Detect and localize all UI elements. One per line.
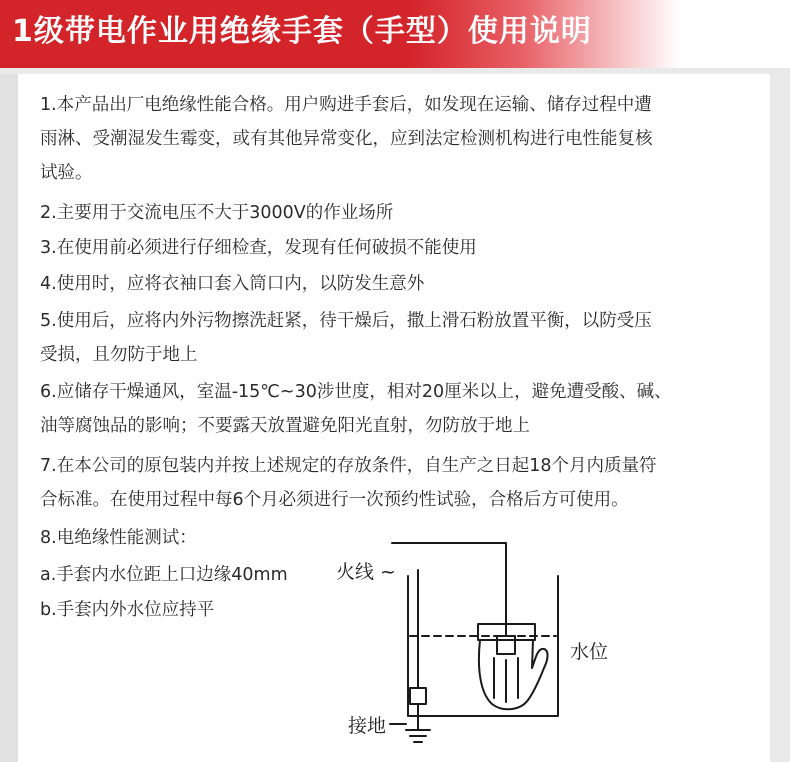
glove-fingers	[494, 658, 518, 702]
ground-label: 接地	[348, 715, 387, 737]
panel-side-shade	[0, 74, 18, 762]
ground-symbol	[406, 704, 430, 742]
instruction-1: 1.本产品出厂电绝缘性能合格。用户购进手套后，如发现在运输、储存过程中遭 雨淋、受潮湿发生霉变，或有其他异常变化，应到法定检测机构进行电性能复核 试验。	[40, 95, 653, 183]
insulation-test-diagram	[330, 528, 660, 762]
ground-electrode	[410, 688, 426, 704]
instruction-6: 6.应储存干燥通风，室温-15℃~30涉世度，相对20厘米以上，避免遭受酸、碱、 油等腐蚀品的影响；不要露天放置避免阳光直射，勿防放于地上	[40, 382, 672, 436]
water-level-label: 水位	[570, 641, 609, 663]
test-note-a: a.手套内水位距上口边缘40mm	[40, 565, 288, 585]
title-banner	[0, 0, 790, 68]
instruction-4: 4.使用时，应将衣袖口套入筒口内，以防发生意外	[40, 274, 425, 294]
live-wire-label: 火线 ~	[336, 561, 396, 583]
instruction-3: 3.在使用前必须进行仔细检查，发现有任何破损不能使用	[40, 238, 477, 258]
test-note-b: b.手套内外水位应持平	[40, 600, 215, 620]
live-wire-line	[392, 543, 506, 636]
instruction-7: 7.在本公司的原包装内并按上述规定的存放条件，自生产之日起18个月内质量符 合标准。在使用过程中每6个月必须进行一次预约性试验，合格后方可使用。	[40, 456, 657, 510]
instruction-5: 5.使用后，应将内外污物擦洗赶紧，待干燥后，撒上滑石粉放置平衡，以防受压 受损，且勿防于地上	[40, 311, 652, 365]
page-title: 1级带电作业用绝缘手套（手型）使用说明	[12, 14, 592, 49]
instruction-8-heading: 8.电绝缘性能测试：	[40, 528, 197, 548]
inner-electrode	[497, 636, 515, 654]
water-container	[408, 576, 558, 716]
instruction-2: 2.主要用于交流电压不大于3000V的作业场所	[40, 203, 394, 223]
